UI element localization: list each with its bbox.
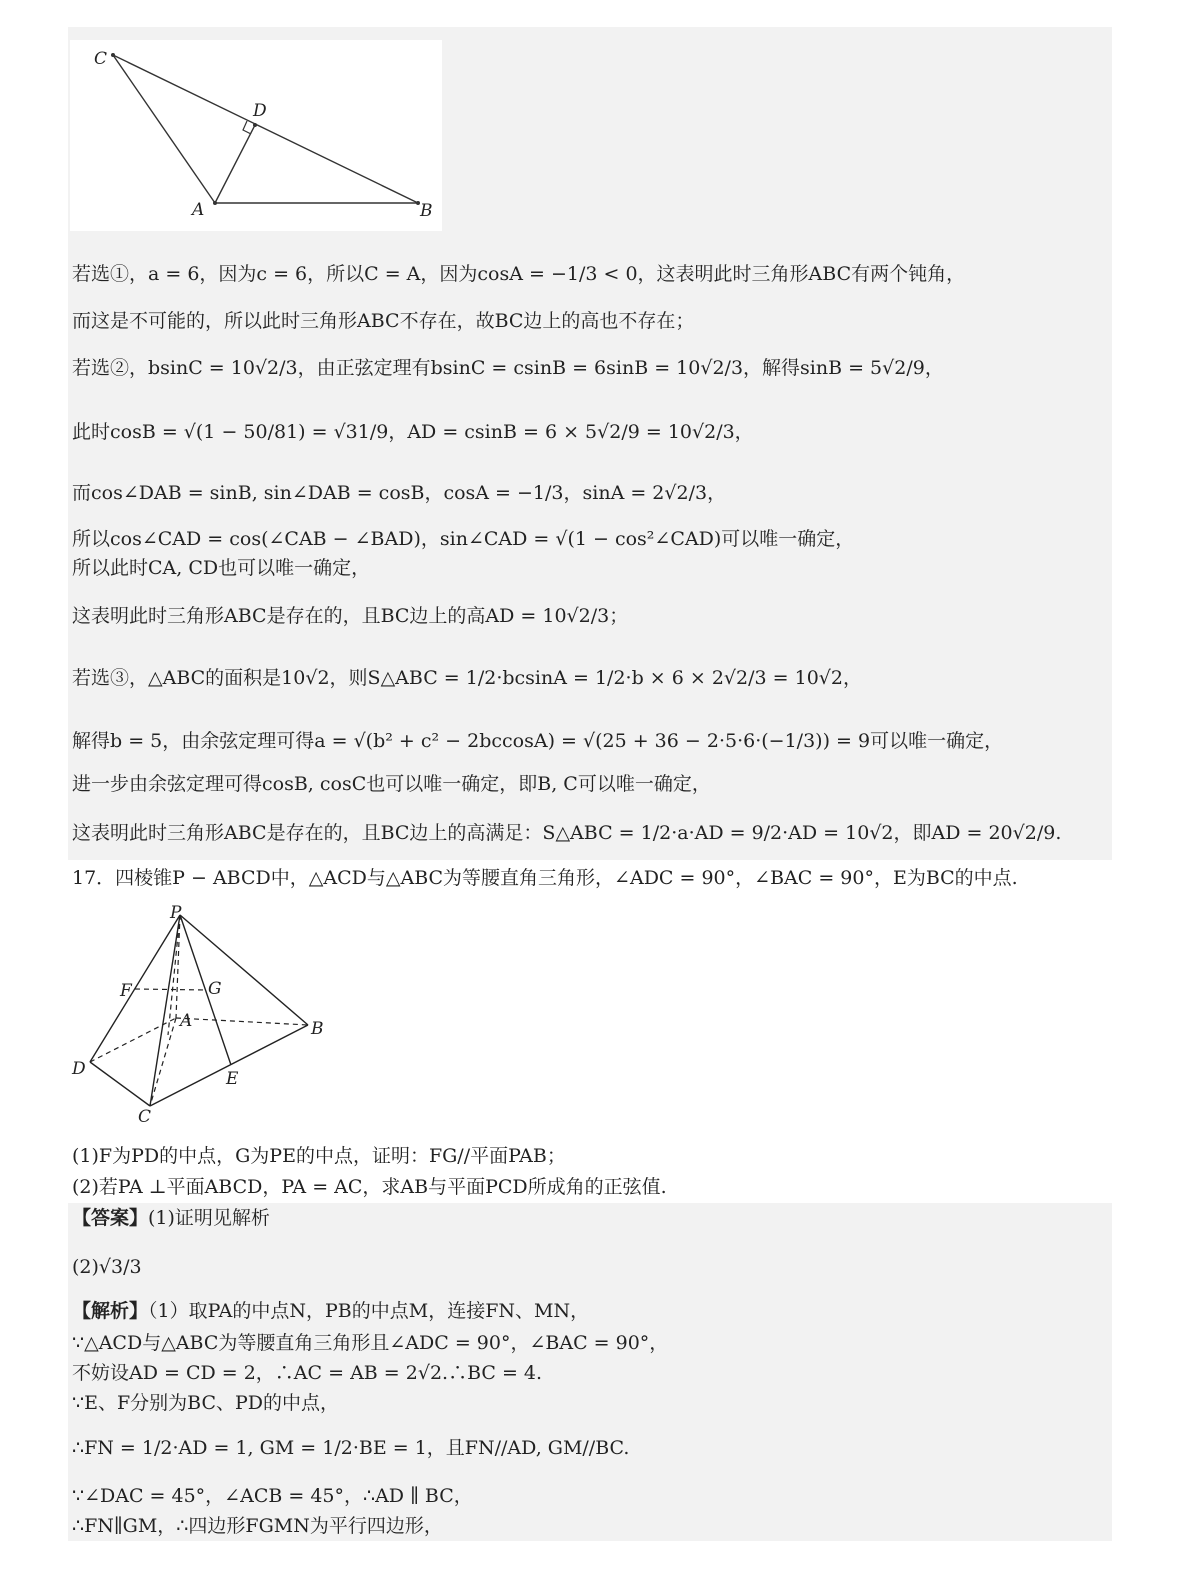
question-1: (1)F为PD的中点，G为PE的中点，证明：FG//平面PAB； [72, 1145, 566, 1167]
label-f: F [120, 981, 132, 1001]
solution-line-10: 解得b = 5，由余弦定理可得a = √(b² + c² − 2bccosA) = √(25 + 36 − 2·5·6·(−1/3)) = 9可以唯一确定， [72, 730, 1004, 752]
label-d2: D [72, 1059, 86, 1079]
analysis-line-2: ∵△ACD与△ABC为等腰直角三角形且∠ADC = 90°，∠BAC = 90°， [72, 1332, 669, 1354]
solution-line-6: 所以cos∠CAD = cos(∠CAB − ∠BAD)，sin∠CAD = √(1 − cos²∠CAD)可以唯一确定， [72, 528, 855, 550]
solution-line-3: 若选②，bsinC = 10√2/3，由正弦定理有bsinC = csinB = 6sinB = 10√2/3，解得sinB = 5√2/9， [72, 357, 944, 379]
answer-1: (1)证明见解析 [148, 1207, 270, 1229]
label-c2: C [138, 1107, 152, 1127]
analysis-line-4: ∵E、F分别为BC、PD的中点， [72, 1392, 340, 1414]
label-d: D [253, 101, 267, 121]
analysis-tag: 【解析】 [72, 1300, 149, 1322]
label-p: P [170, 903, 182, 923]
answer-tag: 【答案】 [72, 1207, 149, 1229]
answer-line-1 [72, 1206, 270, 1230]
question-2: (2)若PA ⊥平面ABCD，PA = AC，求AB与平面PCD所成角的正弦值. [72, 1176, 667, 1198]
solution-line-1: 若选①，a = 6，因为c = 6，所以C = A，因为cosA = −1/3 < 0，这表明此时三角形ABC有两个钝角， [72, 263, 966, 285]
solution-line-4: 此时cosB = √(1 − 50/81) = √31/9，AD = csinB = 6 × 5√2/9 = 10√2/3， [72, 421, 754, 443]
pyramid-diagram [68, 900, 338, 1130]
label-a: A [192, 200, 205, 220]
solution-line-7: 所以此时CA, CD也可以唯一确定， [72, 557, 371, 579]
problem-17-statement: 17．四棱锥P − ABCD中，△ACD与△ABC为等腰直角三角形，∠ADC = 90°，∠BAC = 90°，E为BC的中点. [72, 867, 1018, 889]
analysis-line-7: ∴FN∥GM，∴四边形FGMN为平行四边形， [72, 1515, 443, 1537]
analysis-text-1: （1）取PA的中点N，PB的中点M，连接FN、MN， [148, 1300, 590, 1322]
solution-line-12: 这表明此时三角形ABC是存在的，且BC边上的高满足：S△ABC = 1/2·a·AD = 9/2·AD = 10√2，即AD = 20√2/9. [72, 822, 1062, 844]
triangle-diagram [70, 40, 442, 231]
label-e: E [226, 1069, 239, 1089]
analysis-line-5: ∴FN = 1/2·AD = 1, GM = 1/2·BE = 1，且FN//AD, GM//BC. [72, 1437, 630, 1459]
analysis-line-6: ∵∠DAC = 45°，∠ACB = 45°，∴AD ∥ BC， [72, 1485, 473, 1507]
label-g: G [208, 979, 222, 999]
analysis-line-3: 不妨设AD = CD = 2，∴AC = AB = 2√2.∴BC = 4. [72, 1362, 543, 1384]
label-b2: B [311, 1019, 324, 1039]
solution-line-11: 进一步由余弦定理可得cosB, cosC也可以唯一确定，即B, C可以唯一确定， [72, 773, 711, 795]
pyramid-figure [68, 900, 338, 1130]
label-a2: A [180, 1011, 193, 1031]
triangle-figure [70, 40, 442, 231]
label-b: B [420, 201, 433, 221]
solution-line-8: 这表明此时三角形ABC是存在的，且BC边上的高AD = 10√2/3； [72, 605, 629, 627]
analysis-line-1 [72, 1299, 589, 1323]
solution-line-9: 若选③，△ABC的面积是10√2，则S△ABC = 1/2·bcsinA = 1/2·b × 6 × 2√2/3 = 10√2， [72, 667, 862, 689]
label-c: C [94, 49, 108, 69]
answer-2: (2)√3/3 [72, 1256, 142, 1278]
solution-line-5: 而cos∠DAB = sinB, sin∠DAB = cosB，cosA = −1/3，sinA = 2√2/3， [72, 482, 727, 504]
solution-line-2: 而这是不可能的，所以此时三角形ABC不存在，故BC边上的高也不存在； [72, 310, 695, 332]
